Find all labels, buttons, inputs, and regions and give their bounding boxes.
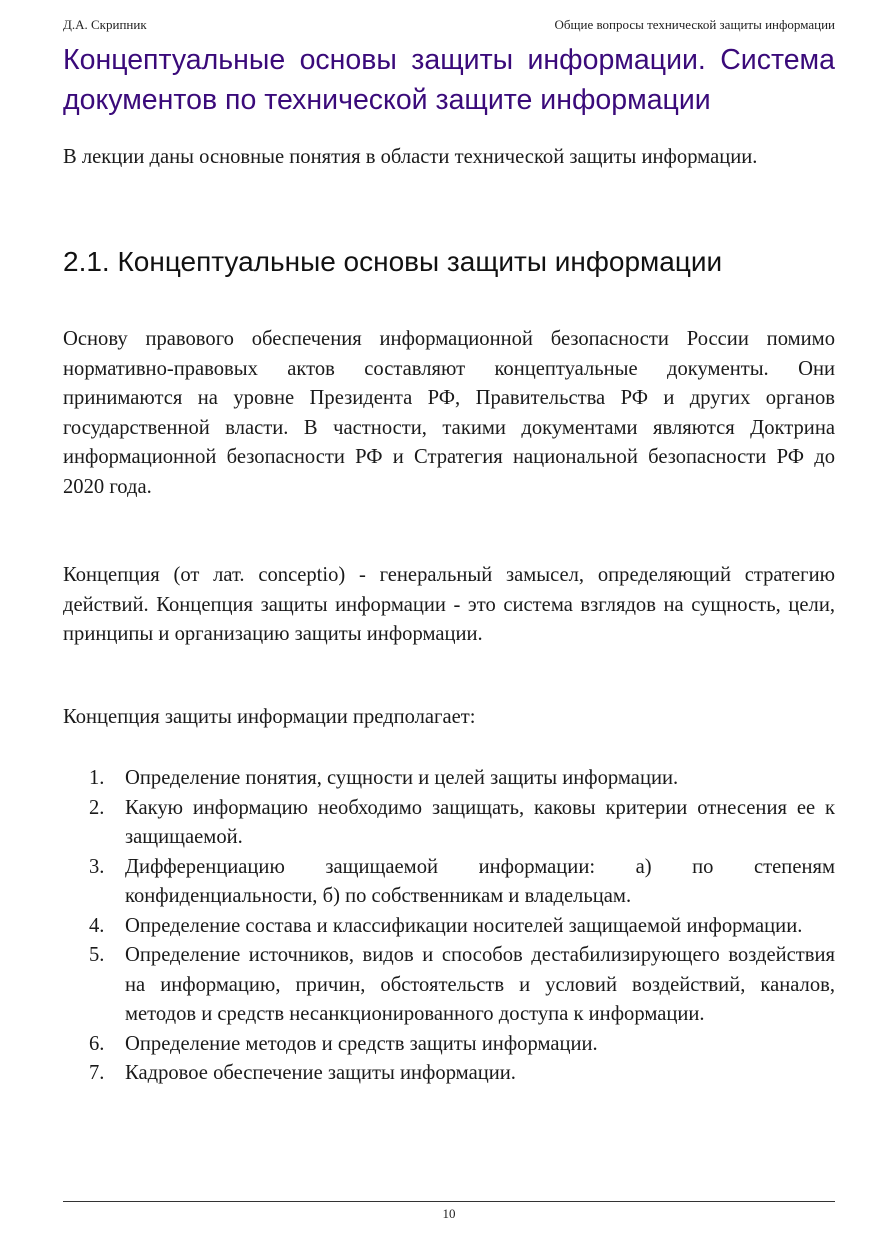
list-item-number: 5. xyxy=(89,944,105,966)
paragraph-concept-definition: Концепция (от лат. conceptio) - генеральный замысел, определяющий стратегию действий. Концепция защиты информации - это система взглядов на сущность, цели, принципы и организацию защиты информации. xyxy=(63,564,835,645)
running-header xyxy=(63,17,835,35)
paragraph-concept-intro: Концепция защиты информации предполагает: xyxy=(63,706,476,728)
list-item-text: Определение источников, видов и способов дестабилизирующего воздействия на информацию, причин, обстоятельств и условий воздействий, каналов, методов и средств несанкционированного доступа к информации. xyxy=(125,944,835,1025)
list-item-number: 3. xyxy=(89,855,105,878)
list-item xyxy=(63,1059,835,1089)
list-item-text: Определение методов и средств защиты информации. xyxy=(125,1032,598,1055)
list-item-number: 6. xyxy=(89,1032,105,1055)
list-item-number: 7. xyxy=(89,1062,105,1084)
list-item-number: 2. xyxy=(89,796,105,819)
list-item-number: 1. xyxy=(89,767,105,789)
list-item xyxy=(63,764,835,794)
list-item xyxy=(63,794,835,853)
list-item-text: Какую информацию необходимо защищать, каковы критерии отнесения ее к защищаемой. xyxy=(125,796,835,848)
section-heading: 2.1. Концептуальные основы защиты информации xyxy=(63,246,723,277)
footer-divider xyxy=(63,1201,835,1202)
document-page xyxy=(63,0,835,1241)
header-author: Д.А. Скрипник xyxy=(63,17,147,32)
list-item-text: Дифференциацию защищаемой информации: а) по степеням конфиденциальности, б) по собственникам и владельцам. xyxy=(125,855,835,907)
list-item xyxy=(63,1030,835,1060)
intro-paragraph: В лекции даны основные понятия в области технической защиты информации. xyxy=(63,146,758,168)
header-course-title: Общие вопросы технической защиты информации xyxy=(554,17,835,32)
list-item-text: Определение понятия, сущности и целей защиты информации. xyxy=(125,767,679,789)
list-item xyxy=(63,853,835,912)
list-item xyxy=(63,912,835,942)
paragraph-legal-basis: Основу правового обеспечения информационной безопасности России помимо нормативно-правовых актов составляют концептуальные документы. Они принимаются на уровне Президента РФ, Правительства РФ и других органов государственной власти. В частности, такими документами являются Доктрина информационной безопасности РФ и Стратегия национальной безопасности РФ до 2020 года. xyxy=(63,328,835,498)
list-item-number: 4. xyxy=(89,914,105,937)
page-number: 10 xyxy=(442,1206,456,1221)
list-item xyxy=(63,941,835,1030)
lecture-title: Концептуальные основы защиты информации. Система документов по технической защите информации xyxy=(63,44,835,116)
list-item-text: Определение состава и классификации носителей защищаемой информации. xyxy=(125,914,803,937)
list-item-text: Кадровое обеспечение защиты информации. xyxy=(125,1062,516,1084)
concept-requirements-list xyxy=(63,764,835,1089)
